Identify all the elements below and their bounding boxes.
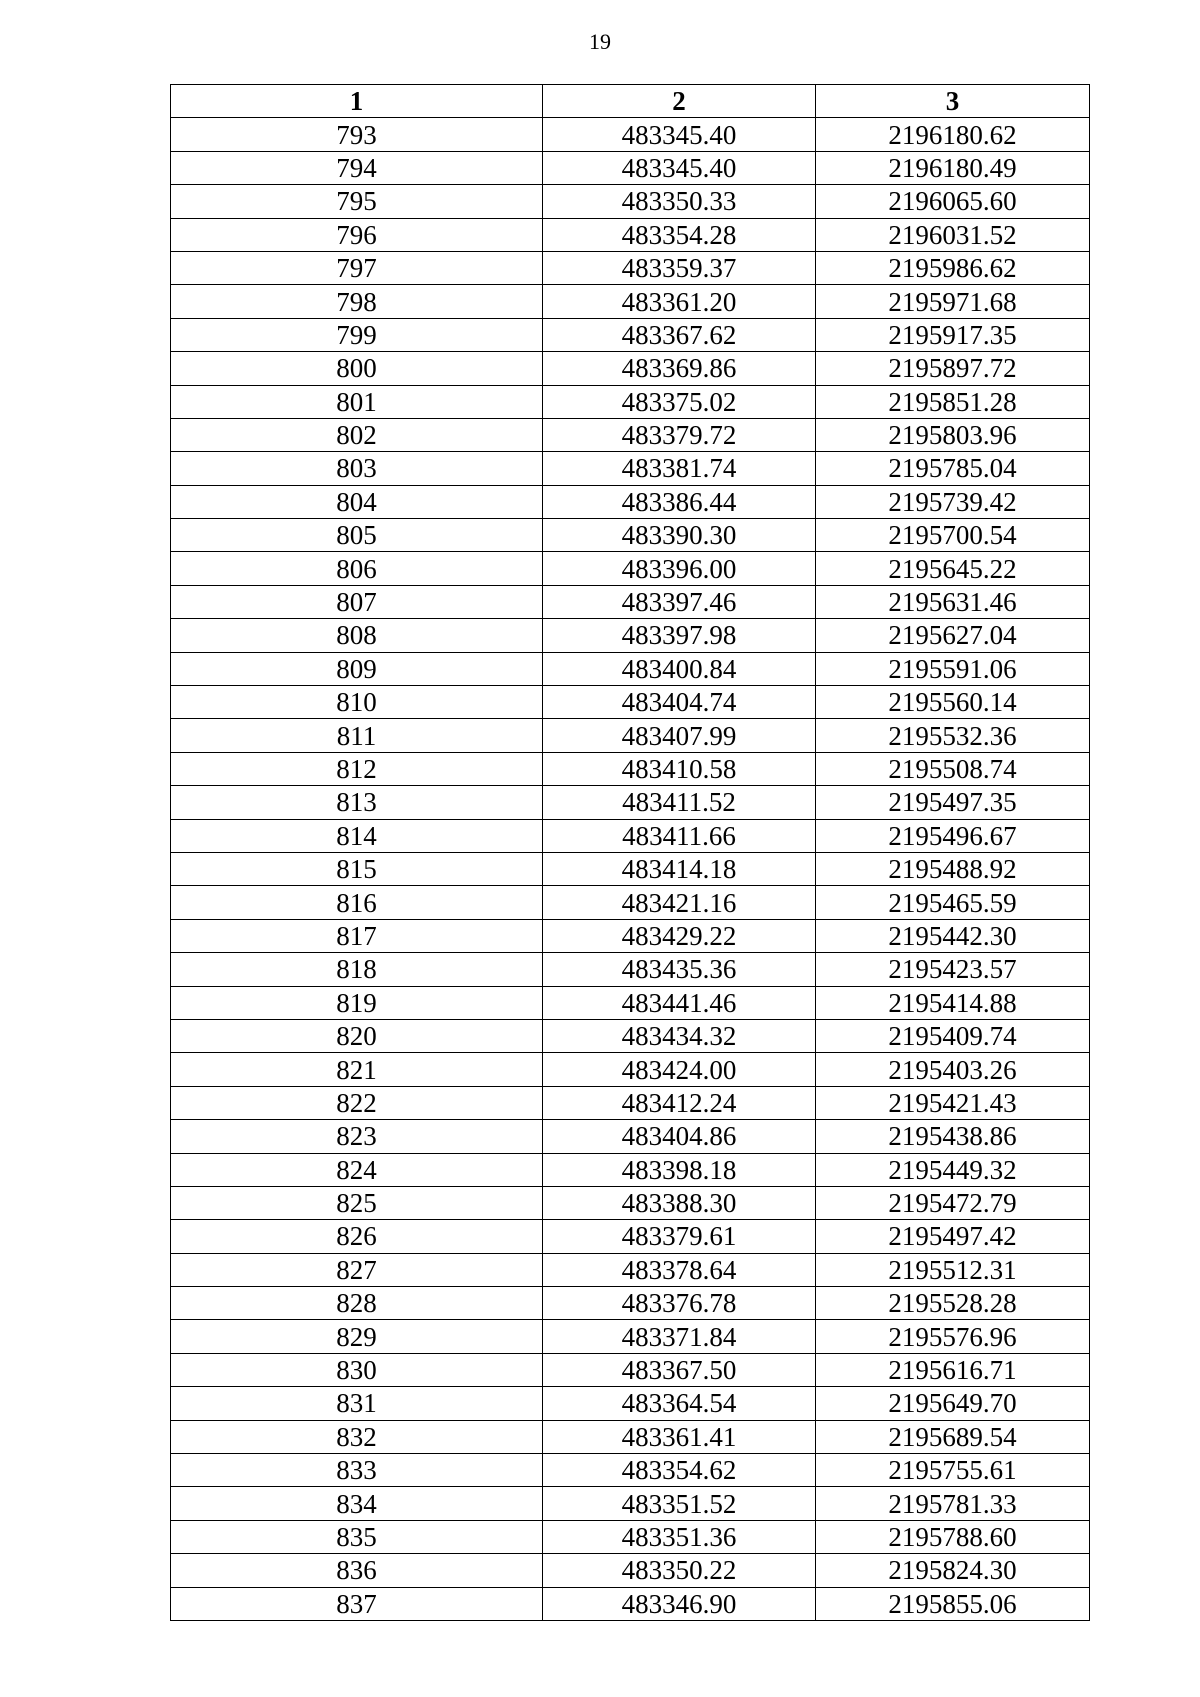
point-number-cell: 831	[171, 1387, 543, 1420]
point-number-cell: 795	[171, 185, 543, 218]
x-coordinate-cell: 483364.54	[543, 1387, 816, 1420]
y-coordinate-cell: 2195755.61	[816, 1454, 1090, 1487]
x-coordinate-cell: 483351.52	[543, 1487, 816, 1520]
y-coordinate-cell: 2195465.59	[816, 886, 1090, 919]
table-row	[171, 285, 1090, 318]
table-row	[171, 886, 1090, 919]
point-number-cell: 803	[171, 452, 543, 485]
point-number-cell: 806	[171, 552, 543, 585]
point-number-cell: 815	[171, 852, 543, 885]
y-coordinate-cell: 2195403.26	[816, 1053, 1090, 1086]
point-number-cell: 830	[171, 1353, 543, 1386]
y-coordinate-cell: 2196180.49	[816, 151, 1090, 184]
point-number-cell: 804	[171, 485, 543, 518]
x-coordinate-cell: 483404.86	[543, 1120, 816, 1153]
table-row	[171, 251, 1090, 284]
point-number-cell: 797	[171, 251, 543, 284]
x-coordinate-cell: 483381.74	[543, 452, 816, 485]
x-coordinate-cell: 483412.24	[543, 1086, 816, 1119]
x-coordinate-cell: 483390.30	[543, 519, 816, 552]
table-row	[171, 1420, 1090, 1453]
x-coordinate-cell: 483411.52	[543, 786, 816, 819]
table-row	[171, 1587, 1090, 1620]
column-header-2: 2	[543, 85, 816, 118]
table-row	[171, 185, 1090, 218]
point-number-cell: 818	[171, 953, 543, 986]
x-coordinate-cell: 483424.00	[543, 1053, 816, 1086]
x-coordinate-cell: 483350.22	[543, 1554, 816, 1587]
x-coordinate-cell: 483361.20	[543, 285, 816, 318]
x-coordinate-cell: 483411.66	[543, 819, 816, 852]
table-row	[171, 1086, 1090, 1119]
y-coordinate-cell: 2195855.06	[816, 1587, 1090, 1620]
table-header-row	[171, 85, 1090, 118]
x-coordinate-cell: 483386.44	[543, 485, 816, 518]
table-row	[171, 1520, 1090, 1553]
table-row	[171, 719, 1090, 752]
y-coordinate-cell: 2195986.62	[816, 251, 1090, 284]
point-number-cell: 827	[171, 1253, 543, 1286]
x-coordinate-cell: 483414.18	[543, 852, 816, 885]
y-coordinate-cell: 2195700.54	[816, 519, 1090, 552]
table-body	[171, 118, 1090, 1621]
table-row	[171, 552, 1090, 585]
point-number-cell: 794	[171, 151, 543, 184]
y-coordinate-cell: 2195971.68	[816, 285, 1090, 318]
y-coordinate-cell: 2195496.67	[816, 819, 1090, 852]
point-number-cell: 833	[171, 1454, 543, 1487]
point-number-cell: 809	[171, 652, 543, 685]
column-header-1: 1	[171, 85, 543, 118]
y-coordinate-cell: 2195409.74	[816, 1019, 1090, 1052]
table-row	[171, 1220, 1090, 1253]
table-row	[171, 519, 1090, 552]
point-number-cell: 824	[171, 1153, 543, 1186]
x-coordinate-cell: 483354.28	[543, 218, 816, 251]
y-coordinate-cell: 2195421.43	[816, 1086, 1090, 1119]
y-coordinate-cell: 2195788.60	[816, 1520, 1090, 1553]
x-coordinate-cell: 483421.16	[543, 886, 816, 919]
point-number-cell: 832	[171, 1420, 543, 1453]
page-number: 19	[589, 29, 611, 54]
point-number-cell: 825	[171, 1186, 543, 1219]
point-number-cell: 805	[171, 519, 543, 552]
x-coordinate-cell: 483367.50	[543, 1353, 816, 1386]
table-row	[171, 1053, 1090, 1086]
point-number-cell: 816	[171, 886, 543, 919]
point-number-cell: 819	[171, 986, 543, 1019]
table-row	[171, 1186, 1090, 1219]
table-row	[171, 1253, 1090, 1286]
table-row	[171, 986, 1090, 1019]
point-number-cell: 793	[171, 118, 543, 151]
table-row	[171, 151, 1090, 184]
table-row	[171, 352, 1090, 385]
table-row	[171, 452, 1090, 485]
x-coordinate-cell: 483378.64	[543, 1253, 816, 1286]
point-number-cell: 821	[171, 1053, 543, 1086]
point-number-cell: 837	[171, 1587, 543, 1620]
point-number-cell: 814	[171, 819, 543, 852]
table-row	[171, 318, 1090, 351]
table-row	[171, 1487, 1090, 1520]
y-coordinate-cell: 2195649.70	[816, 1387, 1090, 1420]
point-number-cell: 796	[171, 218, 543, 251]
y-coordinate-cell: 2195627.04	[816, 619, 1090, 652]
y-coordinate-cell: 2195897.72	[816, 352, 1090, 385]
y-coordinate-cell: 2195488.92	[816, 852, 1090, 885]
y-coordinate-cell: 2195689.54	[816, 1420, 1090, 1453]
table-row	[171, 852, 1090, 885]
table-row	[171, 1320, 1090, 1353]
y-coordinate-cell: 2196180.62	[816, 118, 1090, 151]
x-coordinate-cell: 483441.46	[543, 986, 816, 1019]
x-coordinate-cell: 483367.62	[543, 318, 816, 351]
x-coordinate-cell: 483396.00	[543, 552, 816, 585]
table-row	[171, 619, 1090, 652]
y-coordinate-cell: 2195442.30	[816, 919, 1090, 952]
table-row	[171, 1454, 1090, 1487]
table-row	[171, 1387, 1090, 1420]
table-row	[171, 585, 1090, 618]
x-coordinate-cell: 483410.58	[543, 752, 816, 785]
point-number-cell: 798	[171, 285, 543, 318]
y-coordinate-cell: 2195497.35	[816, 786, 1090, 819]
table-row	[171, 218, 1090, 251]
point-number-cell: 799	[171, 318, 543, 351]
y-coordinate-cell: 2195631.46	[816, 585, 1090, 618]
coordinates-table	[170, 84, 1090, 1621]
table-row	[171, 1287, 1090, 1320]
table-row	[171, 919, 1090, 952]
table-row	[171, 1554, 1090, 1587]
y-coordinate-cell: 2195645.22	[816, 552, 1090, 585]
x-coordinate-cell: 483345.40	[543, 151, 816, 184]
y-coordinate-cell: 2195803.96	[816, 418, 1090, 451]
table-row	[171, 1019, 1090, 1052]
y-coordinate-cell: 2195423.57	[816, 953, 1090, 986]
table-row	[171, 385, 1090, 418]
point-number-cell: 834	[171, 1487, 543, 1520]
point-number-cell: 810	[171, 686, 543, 719]
point-number-cell: 835	[171, 1520, 543, 1553]
y-coordinate-cell: 2196031.52	[816, 218, 1090, 251]
table-row	[171, 953, 1090, 986]
point-number-cell: 817	[171, 919, 543, 952]
point-number-cell: 823	[171, 1120, 543, 1153]
x-coordinate-cell: 483371.84	[543, 1320, 816, 1353]
point-number-cell: 800	[171, 352, 543, 385]
x-coordinate-cell: 483407.99	[543, 719, 816, 752]
y-coordinate-cell: 2195576.96	[816, 1320, 1090, 1353]
point-number-cell: 822	[171, 1086, 543, 1119]
y-coordinate-cell: 2195560.14	[816, 686, 1090, 719]
x-coordinate-cell: 483379.72	[543, 418, 816, 451]
point-number-cell: 836	[171, 1554, 543, 1587]
point-number-cell: 801	[171, 385, 543, 418]
table-row	[171, 485, 1090, 518]
x-coordinate-cell: 483400.84	[543, 652, 816, 685]
y-coordinate-cell: 2195528.28	[816, 1287, 1090, 1320]
x-coordinate-cell: 483354.62	[543, 1454, 816, 1487]
table-row	[171, 418, 1090, 451]
table-row	[171, 652, 1090, 685]
y-coordinate-cell: 2195472.79	[816, 1186, 1090, 1219]
x-coordinate-cell: 483397.46	[543, 585, 816, 618]
point-number-cell: 811	[171, 719, 543, 752]
x-coordinate-cell: 483359.37	[543, 251, 816, 284]
x-coordinate-cell: 483350.33	[543, 185, 816, 218]
y-coordinate-cell: 2195532.36	[816, 719, 1090, 752]
point-number-cell: 820	[171, 1019, 543, 1052]
x-coordinate-cell: 483375.02	[543, 385, 816, 418]
point-number-cell: 829	[171, 1320, 543, 1353]
table-row	[171, 752, 1090, 785]
x-coordinate-cell: 483388.30	[543, 1186, 816, 1219]
y-coordinate-cell: 2195512.31	[816, 1253, 1090, 1286]
y-coordinate-cell: 2195616.71	[816, 1353, 1090, 1386]
x-coordinate-cell: 483345.40	[543, 118, 816, 151]
y-coordinate-cell: 2195739.42	[816, 485, 1090, 518]
x-coordinate-cell: 483351.36	[543, 1520, 816, 1553]
y-coordinate-cell: 2195414.88	[816, 986, 1090, 1019]
x-coordinate-cell: 483429.22	[543, 919, 816, 952]
y-coordinate-cell: 2195449.32	[816, 1153, 1090, 1186]
x-coordinate-cell: 483346.90	[543, 1587, 816, 1620]
y-coordinate-cell: 2195851.28	[816, 385, 1090, 418]
y-coordinate-cell: 2195497.42	[816, 1220, 1090, 1253]
table-row	[171, 118, 1090, 151]
table-row	[171, 786, 1090, 819]
table-row	[171, 1353, 1090, 1386]
x-coordinate-cell: 483361.41	[543, 1420, 816, 1453]
y-coordinate-cell: 2195781.33	[816, 1487, 1090, 1520]
x-coordinate-cell: 483379.61	[543, 1220, 816, 1253]
table-row	[171, 1153, 1090, 1186]
table-row	[171, 686, 1090, 719]
y-coordinate-cell: 2195824.30	[816, 1554, 1090, 1587]
x-coordinate-cell: 483397.98	[543, 619, 816, 652]
y-coordinate-cell: 2195917.35	[816, 318, 1090, 351]
point-number-cell: 812	[171, 752, 543, 785]
x-coordinate-cell: 483398.18	[543, 1153, 816, 1186]
point-number-cell: 813	[171, 786, 543, 819]
point-number-cell: 828	[171, 1287, 543, 1320]
point-number-cell: 807	[171, 585, 543, 618]
column-header-3: 3	[816, 85, 1090, 118]
x-coordinate-cell: 483376.78	[543, 1287, 816, 1320]
y-coordinate-cell: 2195591.06	[816, 652, 1090, 685]
point-number-cell: 808	[171, 619, 543, 652]
table-row	[171, 819, 1090, 852]
x-coordinate-cell: 483369.86	[543, 352, 816, 385]
x-coordinate-cell: 483434.32	[543, 1019, 816, 1052]
y-coordinate-cell: 2195438.86	[816, 1120, 1090, 1153]
table-row	[171, 1120, 1090, 1153]
y-coordinate-cell: 2196065.60	[816, 185, 1090, 218]
x-coordinate-cell: 483435.36	[543, 953, 816, 986]
point-number-cell: 802	[171, 418, 543, 451]
y-coordinate-cell: 2195508.74	[816, 752, 1090, 785]
point-number-cell: 826	[171, 1220, 543, 1253]
x-coordinate-cell: 483404.74	[543, 686, 816, 719]
y-coordinate-cell: 2195785.04	[816, 452, 1090, 485]
